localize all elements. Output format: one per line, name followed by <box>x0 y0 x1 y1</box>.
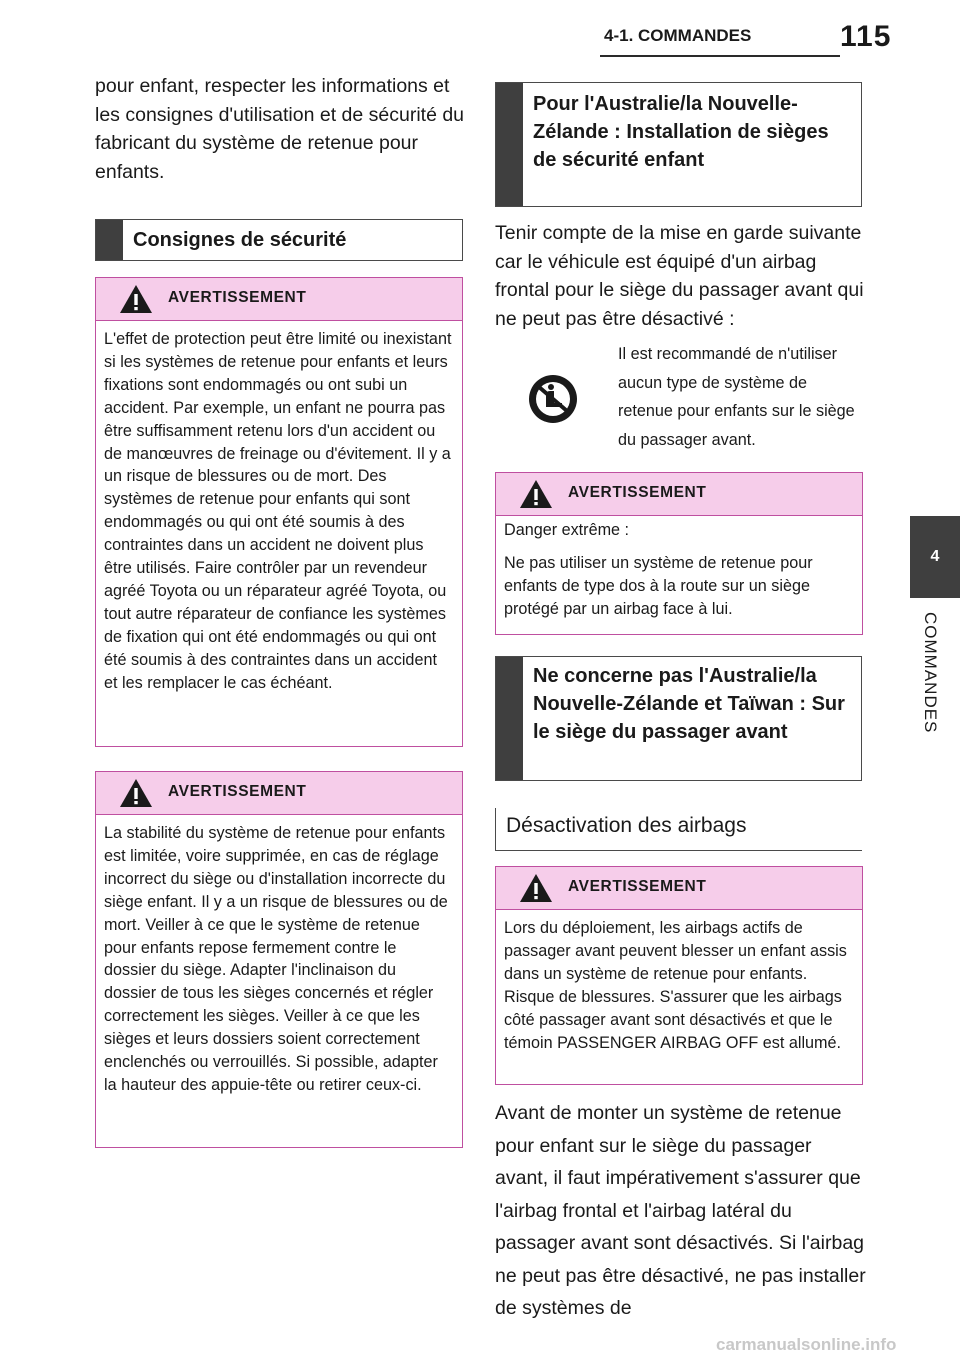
warning-text: Ne pas utiliser un système de retenue pour enfants de type dos à la route sur un siège protégé par un airbag face à lui. <box>504 553 813 618</box>
chapter-label: COMMANDES <box>921 612 940 734</box>
chapter-tab[interactable] <box>910 516 960 598</box>
warning-header <box>496 473 862 516</box>
header-rule <box>600 55 840 57</box>
warning-text: Danger extrême : <box>504 521 630 539</box>
subheading-rule <box>495 850 862 851</box>
warning-title: AVERTISSEMENT <box>168 289 307 306</box>
section-title: Consignes de sécurité <box>133 229 347 251</box>
warning-body <box>504 519 852 621</box>
section-title: Pour l'Australie/la Nouvelle-Zélande : Installation de sièges de sécurité enfant <box>533 93 829 171</box>
warning-triangle-icon <box>518 478 554 510</box>
warning-header <box>496 867 862 910</box>
body-paragraph: Tenir compte de la mise en garde suivante car le véhicule est équipé d'un airbag frontal pour le siège du passager avant qui ne peut pas être désactivé : <box>495 222 864 330</box>
warning-box <box>495 866 863 1085</box>
warning-text: Lors du déploiement, les airbags actifs de passager avant peuvent blesser un enfant assis dans un système de retenue pour enfants. Risque de blessures. S'assurer que les airbags côté passager avant sont désactivés et que le témoin PASSENGER AIRBAG OFF est allumé. <box>504 919 847 1052</box>
warning-box <box>95 277 463 747</box>
warning-box <box>495 472 863 635</box>
section-title-box <box>495 82 862 207</box>
running-header-section: 4-1. COMMANDES <box>604 26 752 45</box>
body-paragraph: Avant de monter un système de retenue pour enfant sur le siège du passager avant, il faut impérativement s'assurer que l'airbag frontal et l'airbag latéral du passager avant sont désactivés. Si l'airbag ne peut pas être désactivé, ne pas installer de systèmes de <box>495 1102 866 1319</box>
section-title-bar <box>496 657 523 780</box>
warning-triangle-icon <box>118 283 154 315</box>
warning-triangle-icon <box>118 777 154 809</box>
chapter-number: 4 <box>930 548 940 565</box>
subheading: Désactivation des airbags <box>506 814 747 837</box>
subheading-tick <box>495 808 496 850</box>
section-title-bar <box>96 220 123 260</box>
section-title-bar <box>496 83 523 206</box>
warning-text: L'effet de protection peut être limité ou inexistant si les systèmes de retenue pour enfants et leurs fixations sont endommagés ou ont subi un accident. Par exemple, un enfant ne pourra pas être suffisamment retenu lors d'un accident ou de manœuvres de freinage ou d'évitement. Il y a un risque de blessures ou de mort. Des systèmes de retenue pour enfants qui sont endommagés ou qui ont été soumis à des contraintes dans un accident ne doivent plus être utilisés. Faire contrôler par un revendeur agréé Toyota ou un réparateur agréé Toyota, ou tout autre réparateur de confiance les systèmes de fixation qui ont été endommagés ou qui ont été soumis à des contraintes dans un accident et les remplacer le cas échéant. <box>104 330 452 692</box>
warning-box <box>95 771 463 1148</box>
warning-header <box>96 772 462 815</box>
info-note: Il est recommandé de n'utiliser aucun type de système de retenue pour enfants sur le siège du passager avant. <box>618 345 855 449</box>
section-title: Ne concerne pas l'Australie/la Nouvelle-Zélande et Taïwan : Sur le siège du passager avant <box>533 665 845 743</box>
page-number: 115 <box>840 20 892 53</box>
section-title-box <box>495 656 862 781</box>
warning-body <box>104 328 452 695</box>
warning-title: AVERTISSEMENT <box>568 484 707 501</box>
warning-triangle-icon <box>518 872 554 904</box>
no-child-seat-icon <box>527 373 579 425</box>
warning-body <box>104 822 452 1097</box>
watermark: carmanualsonline.info <box>716 1335 897 1354</box>
warning-body <box>504 917 852 1054</box>
intro-paragraph: pour enfant, respecter les informations et les consignes d'utilisation et de sécurité du fabricant du système de retenue pour enfants. <box>95 75 465 183</box>
warning-title: AVERTISSEMENT <box>168 783 307 800</box>
chapter-side-label <box>912 612 952 752</box>
warning-title: AVERTISSEMENT <box>568 878 707 895</box>
warning-header <box>96 278 462 321</box>
section-title-box <box>95 219 463 261</box>
warning-text: La stabilité du système de retenue pour enfants est limitée, voire supprimée, en cas de réglage incorrect du siège ou d'installation incorrecte du siège enfant. Il y a un risque de blessures ou de mort. Veiller à ce que le système de retenue pour enfants repose fermement contre le dossier du siège. Adapter l'inclinaison du dossier de tous les sièges concernés et régler correctement les sièges. Veiller à ce que les sièges et leurs dossiers soient correctement enclenchés ou verrouillés. Si possible, adapter la hauteur des appuie-tête ou retirer ceux-ci. <box>104 824 448 1094</box>
